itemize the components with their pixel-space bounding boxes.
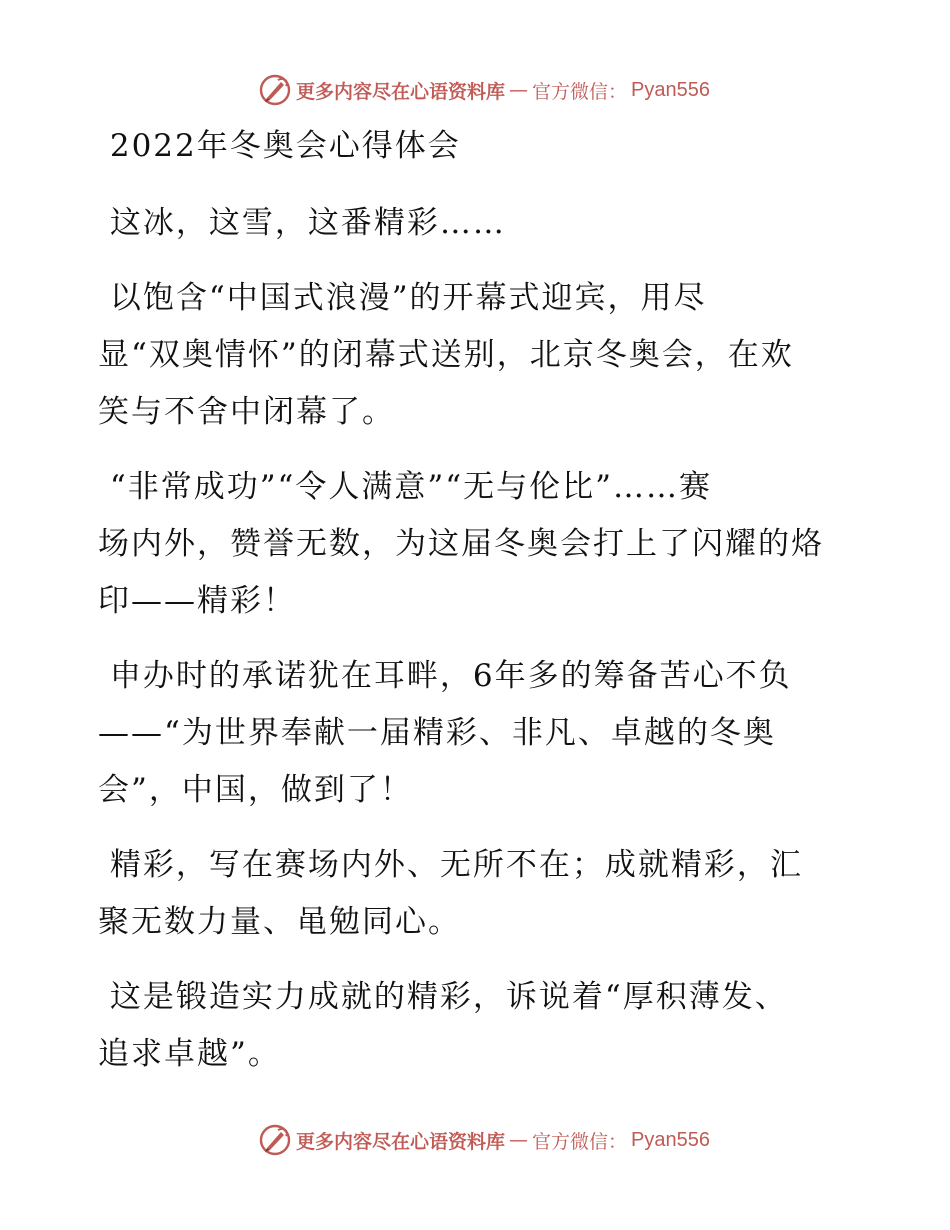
paragraph-6: 这是锻造实力成就的精彩，诉说着“厚积薄发、 追求卓越”。 bbox=[98, 979, 788, 1072]
paragraph-5: 精彩，写在赛场内外、无所不在；成就精彩，汇 聚无数力量、黾勉同心。 bbox=[98, 847, 803, 940]
paragraph-2: 以饱含“中国式浪漫”的开幕式迎宾，用尽 显“双奥情怀”的闭幕式送别，北京冬奥会，在欢 笑与不舍中闭幕了。 bbox=[98, 280, 794, 430]
header-banner-inner bbox=[258, 73, 710, 107]
header-wechat-id: Pyan556 bbox=[631, 78, 710, 101]
footer-wechat-label: 官方微信： bbox=[532, 1130, 628, 1153]
footer-banner-text: 更多内容尽在心语资料库 bbox=[296, 1130, 506, 1153]
header-banner-text: 更多内容尽在心语资料库 bbox=[296, 80, 506, 103]
paragraph-1: 这冰，这雪，这番精彩…… bbox=[98, 205, 506, 241]
footer-banner-inner bbox=[258, 1123, 710, 1157]
footer-banner bbox=[0, 1120, 950, 1160]
quill-pen-logo-icon bbox=[258, 73, 292, 107]
document-title: 2022年冬奥会心得体会 bbox=[98, 128, 461, 164]
header-wechat-label: 官方微信： bbox=[532, 80, 628, 103]
paragraph-4: 申办时的承诺犹在耳畔，6年多的筹备苦心不负 ——“为世界奉献一届精彩、非凡、卓越的冬奥 会”，中国，做到了！ bbox=[98, 658, 792, 808]
quill-pen-logo-icon bbox=[258, 1123, 292, 1157]
header-banner-separator: — bbox=[509, 79, 529, 101]
header-banner bbox=[0, 70, 950, 110]
document-body bbox=[98, 118, 858, 1101]
footer-banner-separator: — bbox=[509, 1129, 529, 1151]
paragraph-3: “非常成功”“令人满意”“无与伦比”……赛 场内外，赞誉无数，为这届冬奥会打上了闪耀的烙 印——精彩！ bbox=[98, 469, 824, 619]
footer-wechat-id: Pyan556 bbox=[631, 1128, 710, 1151]
